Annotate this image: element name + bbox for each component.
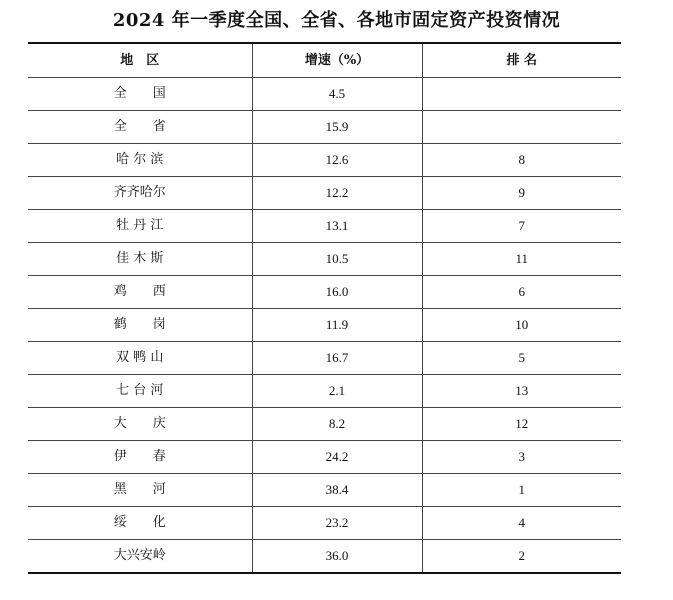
page-title: 2024 年一季度全国、全省、各地市固定资产投资情况 (112, 10, 561, 31)
region-name: 绥 化 (113, 515, 166, 530)
rank-cell: 7 (422, 210, 621, 243)
growth-cell: 10.5 (252, 243, 422, 276)
table-row (28, 474, 621, 507)
rank-cell (422, 78, 621, 111)
region-name: 牡 丹 江 (116, 218, 164, 233)
region-cell (28, 441, 252, 474)
region-name: 鸡 西 (113, 284, 166, 299)
growth-cell: 23.2 (252, 507, 422, 540)
region-name: 七 台 河 (116, 383, 164, 398)
growth-cell: 13.1 (252, 210, 422, 243)
table-row (28, 540, 621, 574)
growth-cell: 15.9 (252, 111, 422, 144)
region-cell (28, 210, 252, 243)
table-row (28, 342, 621, 375)
region-name: 伊 春 (113, 449, 166, 464)
rank-cell: 1 (422, 474, 621, 507)
growth-cell: 12.6 (252, 144, 422, 177)
rank-cell: 12 (422, 408, 621, 441)
region-name: 哈 尔 滨 (116, 152, 164, 167)
header-region: 地 区 (28, 43, 252, 78)
region-cell (28, 111, 252, 144)
growth-cell: 2.1 (252, 375, 422, 408)
region-cell (28, 144, 252, 177)
growth-cell: 12.2 (252, 177, 422, 210)
table-row (28, 276, 621, 309)
region-name: 双 鸭 山 (116, 350, 164, 365)
region-name: 黑 河 (113, 482, 166, 497)
growth-cell: 11.9 (252, 309, 422, 342)
region-name: 全 国 (113, 86, 166, 101)
header-growth: 增速（%） (252, 43, 422, 78)
rank-cell: 9 (422, 177, 621, 210)
growth-cell: 16.0 (252, 276, 422, 309)
table-row (28, 243, 621, 276)
table-row (28, 210, 621, 243)
stats-table-container (28, 42, 621, 574)
growth-cell: 4.5 (252, 78, 422, 111)
growth-cell: 36.0 (252, 540, 422, 574)
region-name: 大 庆 (113, 416, 166, 431)
table-row (28, 441, 621, 474)
rank-cell: 6 (422, 276, 621, 309)
region-name: 鹤 岗 (113, 317, 166, 332)
region-name: 齐齐哈尔 (113, 185, 166, 200)
table-row (28, 408, 621, 441)
region-name: 全 省 (113, 119, 166, 134)
region-cell (28, 540, 252, 574)
table-row (28, 144, 621, 177)
growth-cell: 8.2 (252, 408, 422, 441)
table-row (28, 507, 621, 540)
region-cell (28, 309, 252, 342)
region-cell (28, 177, 252, 210)
region-cell (28, 243, 252, 276)
region-name: 大兴安岭 (113, 548, 166, 563)
table-row (28, 177, 621, 210)
table-row (28, 309, 621, 342)
rank-cell: 8 (422, 144, 621, 177)
header-rank: 排 名 (422, 43, 621, 78)
investment-table (28, 42, 621, 574)
table-header-row (28, 43, 621, 78)
region-cell (28, 342, 252, 375)
region-cell (28, 276, 252, 309)
region-cell (28, 474, 252, 507)
table-row (28, 111, 621, 144)
rank-cell: 3 (422, 441, 621, 474)
table-row (28, 78, 621, 111)
table-row (28, 375, 621, 408)
rank-cell: 13 (422, 375, 621, 408)
growth-cell: 38.4 (252, 474, 422, 507)
region-cell (28, 507, 252, 540)
rank-cell: 2 (422, 540, 621, 574)
region-cell (28, 78, 252, 111)
rank-cell (422, 111, 621, 144)
rank-cell: 5 (422, 342, 621, 375)
rank-cell: 11 (422, 243, 621, 276)
growth-cell: 16.7 (252, 342, 422, 375)
region-cell (28, 408, 252, 441)
region-cell (28, 375, 252, 408)
rank-cell: 10 (422, 309, 621, 342)
rank-cell: 4 (422, 507, 621, 540)
region-name: 佳 木 斯 (116, 251, 164, 266)
growth-cell: 24.2 (252, 441, 422, 474)
